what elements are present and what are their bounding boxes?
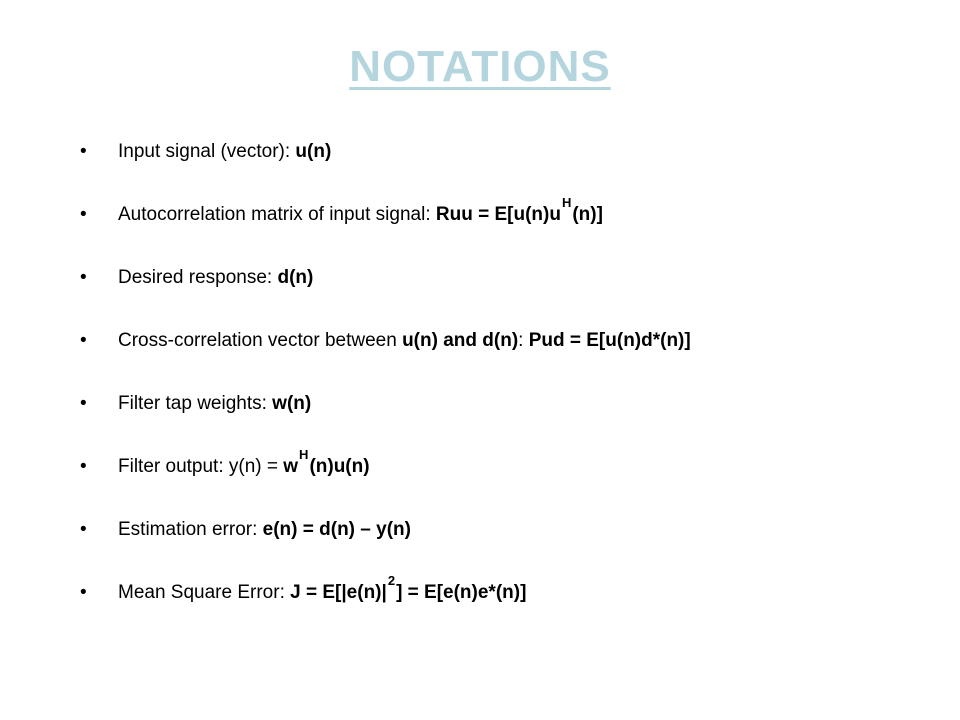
item-expression: e(n) = d(n) – y(n) [262,519,411,540]
item-expression: Ruu = E[u(n)u [435,204,561,225]
list-item [80,137,940,200]
item-text [118,447,370,482]
item-text [118,326,691,356]
item-label: Input signal (vector): [118,141,296,162]
bullet-icon: • [80,393,87,414]
bullet-icon: • [80,582,87,603]
list-item [80,515,940,578]
item-expression: w [283,456,299,477]
bullet-icon: • [80,267,87,288]
slide-title: NOTATIONS [349,42,611,91]
item-label: Desired response: [118,267,278,288]
item-expression: u(n) [295,141,332,162]
item-label: Filter tap weights: [118,393,273,414]
item-expression-tail: ] = E[e(n)e*(n)] [396,582,527,603]
item-superscript: H [299,447,309,462]
bullet-icon: • [80,204,87,225]
item-label: Cross-correlation vector between [118,330,403,351]
bullet-icon: • [80,519,87,540]
list-item [80,326,940,389]
item-label: Mean Square Error: [118,582,291,603]
item-superscript: 2 [387,573,396,588]
item-text [118,515,411,545]
item-expression-tail: (n)] [572,204,603,225]
item-expression-tail: (n)u(n) [309,456,370,477]
item-text [118,573,527,608]
list-item [80,389,940,452]
notation-list [80,137,940,641]
item-text [118,137,331,167]
item-label: Filter output: y(n) = [118,456,284,477]
list-item [80,195,940,263]
item-text [118,389,311,419]
item-expression: w(n) [272,393,312,414]
item-text [118,195,603,230]
item-text [118,263,313,293]
item-superscript: H [561,195,572,210]
bullet-icon: • [80,456,87,477]
list-item [80,447,940,515]
item-operands: u(n) and d(n) [402,330,519,351]
item-label: Autocorrelation matrix of input signal: [118,204,436,225]
list-item [80,573,940,641]
item-expression: Pud = E[u(n)d*(n)] [528,330,691,351]
item-separator: : [518,330,529,351]
item-expression: d(n) [277,267,314,288]
item-expression: J = E[|e(n)| [290,582,387,603]
bullet-icon: • [80,141,87,162]
item-label: Estimation error: [118,519,263,540]
bullet-icon: • [80,330,87,351]
list-item [80,263,940,326]
